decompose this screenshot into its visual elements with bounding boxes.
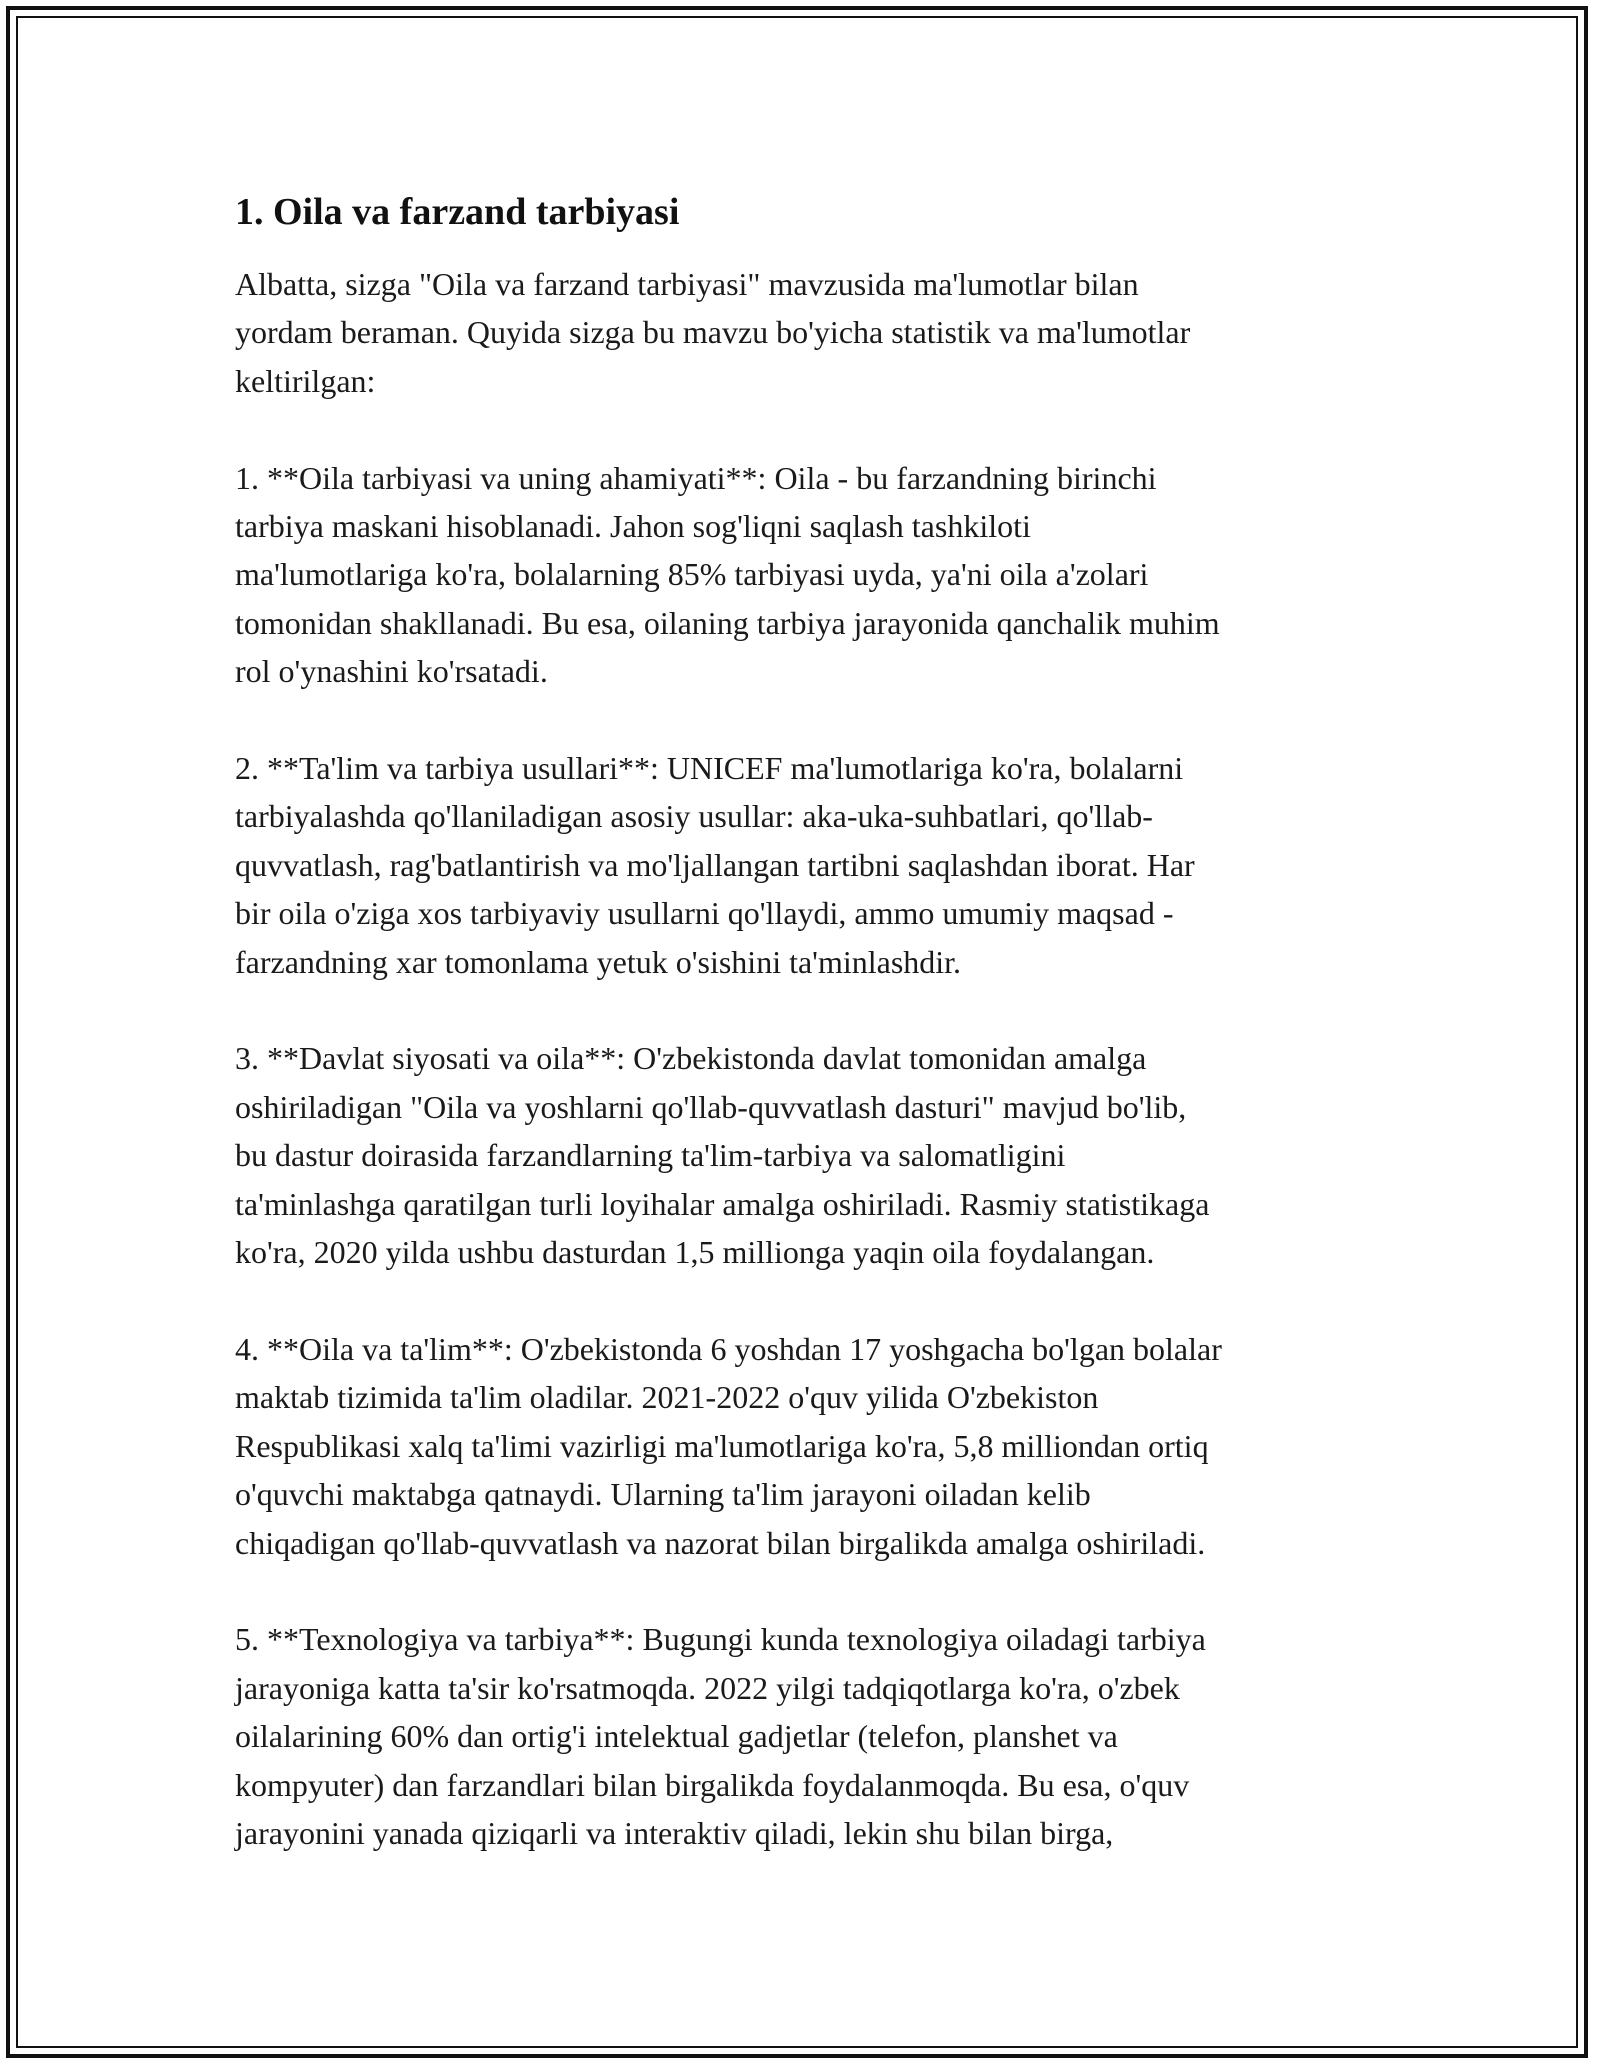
paragraph-oila-tarbiyasi: 1. **Oila tarbiyasi va uning ahamiyati**: Oila - bu farzandning birinchi tarbiya maskani hisoblanadi. Jahon sog'liqni saqlash tashkiloti ma'lumotlariga ko'ra, bolalarning 85% tarbiyasi uyda, ya'ni oila a'zolari tomonidan shakllanadi. Bu esa, oilaning tarbiya jarayonida qanchalik muhim rol o'ynashini ko'rsatadi. — [235, 459, 1220, 690]
document-title: 1. Oila va farzand tarbiyasi — [235, 191, 680, 233]
paragraph-oila-va-talim: 4. **Oila va ta'lim**: O'zbekistonda 6 yoshdan 17 yoshgacha bo'lgan bolalar maktab tizimida ta'lim oladilar. 2021-2022 o'quv yilida O'zbekiston Respublikasi xalq ta'limi vazirligi ma'lumotlariga ko'ra, 5,8 milliondan ortiq o'quvchi maktabga qatnaydi. Ularning ta'lim jarayoni oiladan kelib chiqadigan qo'llab-quvvatlash va nazorat bilan birgalikda amalga oshiriladi. — [235, 1330, 1222, 1561]
intro-paragraph: Albatta, sizga "Oila va farzand tarbiyasi" mavzusida ma'lumotlar bilan yordam beraman. Quyida sizga bu mavzu bo'yicha statistik va ma'lumotlar keltirilgan: — [235, 266, 1191, 399]
paragraph-talim-usullari: 2. **Ta'lim va tarbiya usullari**: UNICEF ma'lumotlariga ko'ra, bolalarni tarbiyalashda qo'llaniladigan asosiy usullar: aka-uka-suhbatlari, qo'llab- quvvatlash, rag'batlantirish va mo'ljallangan tartibni saqlashdan iborat. Har bir oila o'ziga xos tarbiyaviy usullarni qo'llaydi, ammo umumiy maqsad - farzandning xar tomonlama yetuk o'sishini ta'minlashdir. — [235, 750, 1195, 980]
paragraph-davlat-siyosati: 3. **Davlat siyosati va oila**: O'zbekistonda davlat tomonidan amalga oshiriladigan "Oila va yoshlarni qo'llab-quvvatlash dasturi" mavjud bo'lib, bu dastur doirasida farzandlarning ta'lim-tarbiya va salomatligini ta'minlashga qaratilgan turli loyihalar amalga oshiriladi. Rasmiy statistikaga ko'ra, 2020 yilda ushbu dasturdan 1,5 millionga yaqin oila foydalangan. — [235, 1040, 1210, 1271]
paragraph-texnologiya: 5. **Texnologiya va tarbiya**: Bugungi kunda texnologiya oiladagi tarbiya jarayoniga katta ta'sir ko'rsatmoqda. 2022 yilgi tadqiqotlarga ko'ra, o'zbek oilalarining 60% dan ortig'i intelektual gadjetlar (telefon, planshet va kompyuter) dan farzandlari bilan birgalikda foydalanmoqda. Bu esa, o'quv jarayonini yanada qiziqarli va interaktiv qiladi, lekin shu bilan birga, — [235, 1621, 1206, 1851]
document-body — [235, 188, 1375, 1906]
